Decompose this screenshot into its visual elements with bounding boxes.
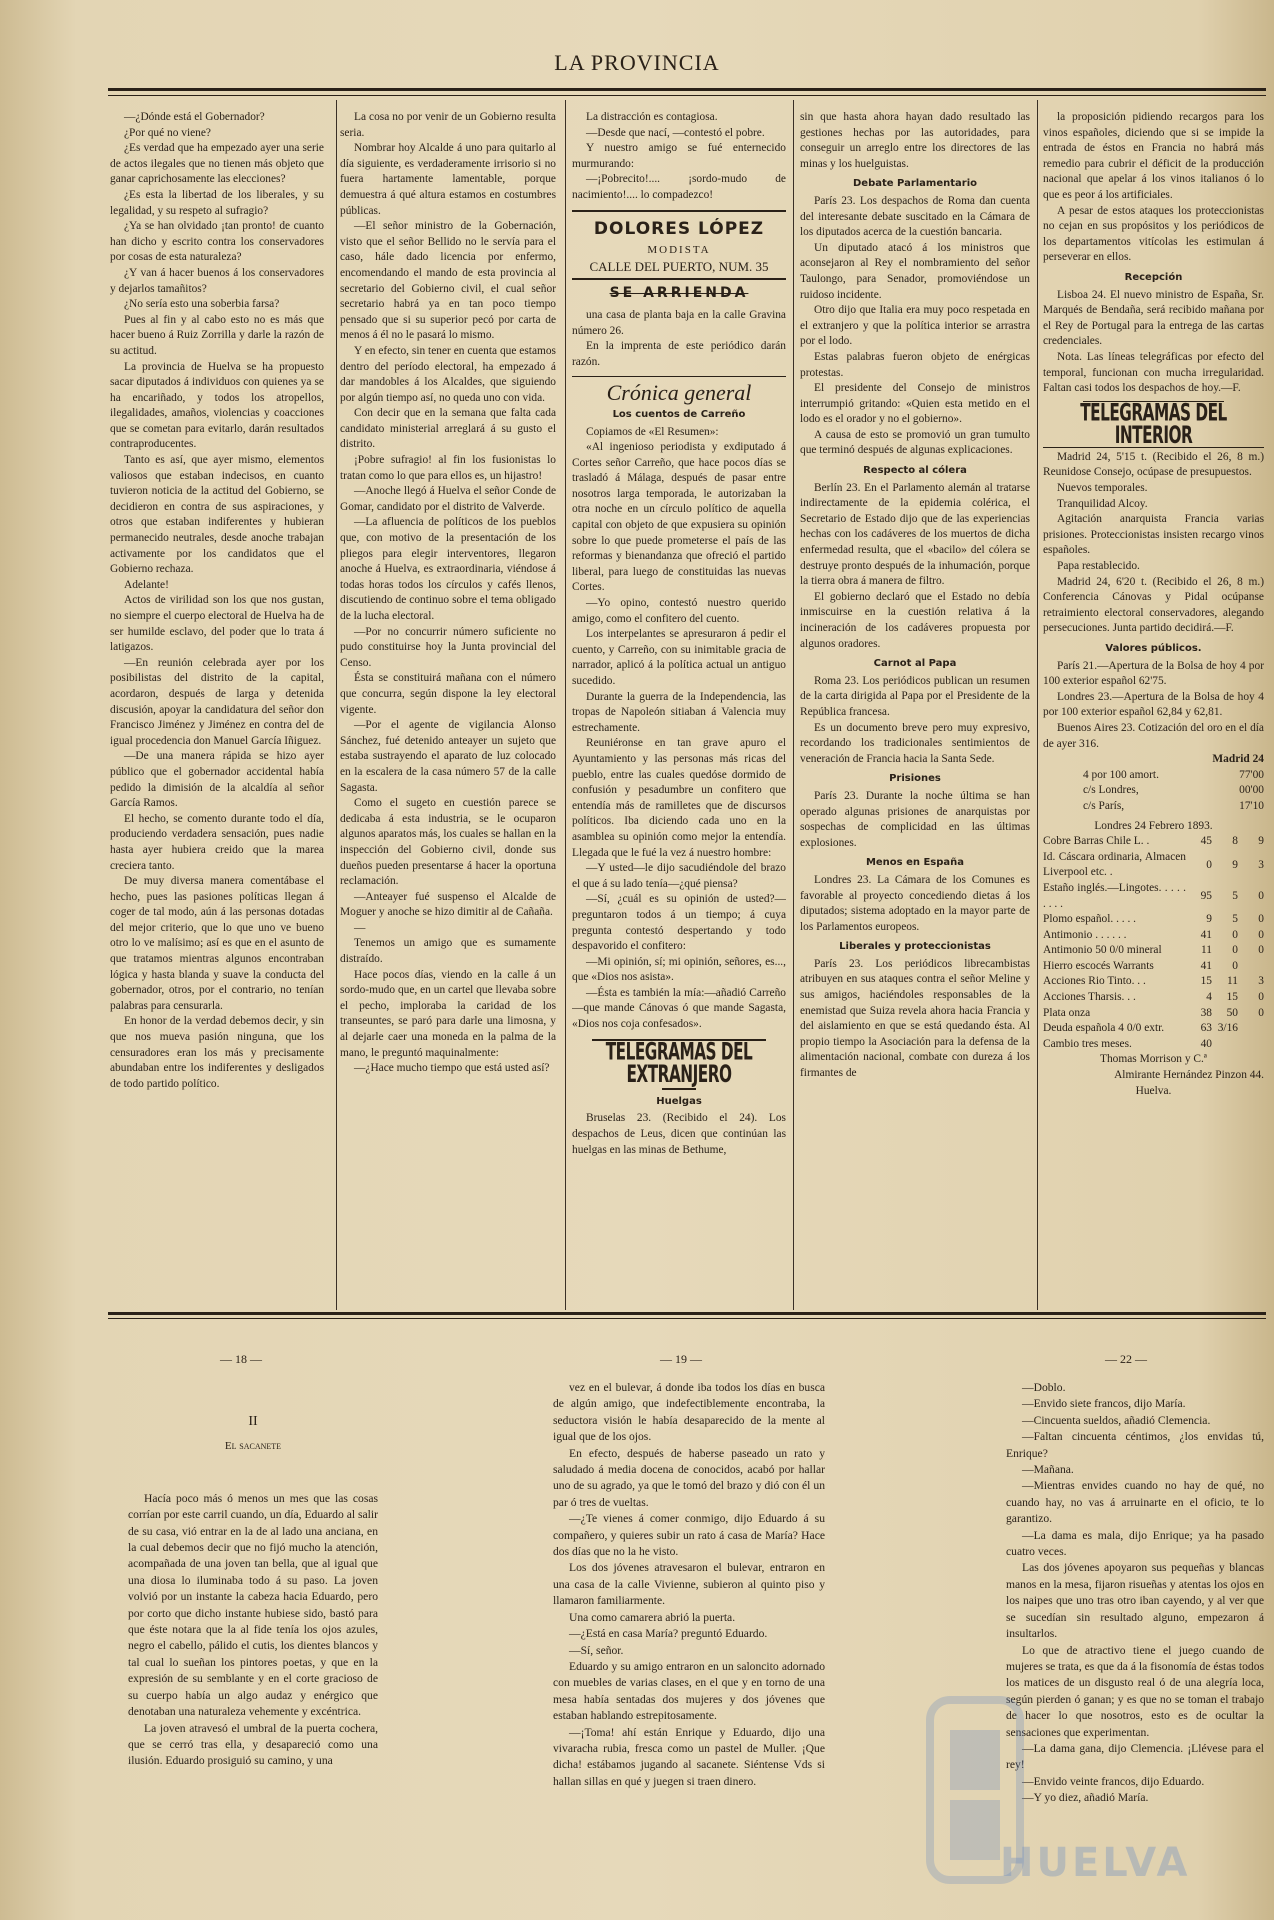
- chapter-number: II: [248, 1414, 258, 1429]
- folletin-paragraph: Las dos jóvenes apoyaron sus pequeñas y blancas manos en la mesa, fijaron risueñas y atentas los ojos en los naipes que uno tras otro iban cayendo, y al ver que se sucedían sin resultado alguno, empezaron á insultarlos.: [1006, 1561, 1264, 1641]
- telegram-paragraph: Tranquilidad Alcoy.: [1057, 497, 1148, 510]
- article-paragraph: Como el sugeto en cuestión parece se dedicaba á esta industria, se le ocuparon algunos aparatos más, los cuales se hallan en la inspección del Gobierno civil, donde sus dueños pueden presentarse á hacer la oportuna reclamación.: [340, 797, 556, 888]
- folletin-paragraph: Hacía poco más ó menos un mes que las cosas corrían por este carril cuando, un día, Eduardo al salir de su casa, vió entrar en la de al lado una anciana, en la cual debemos decir que no fijó mucho la atención, acompañada de una joven tan bella, que al igual que una diosa lo iluminaba todo á su paso. La joven volvió por un instante la cabeza hacia Eduardo, pero por corto que dicho instante hubiese sido, bastó para que éste notara que la al fide tenía los ojos azules, negro el cabello, pálido el cutis, los dientes blancos y tal cual lo sueñan los pintores poetas, y que en la expresión de su semblante y en el corte gracioso de su cuerpo había un algo audaz y enérgico que denotaban una naturaleza vehemente y excéntrica.: [128, 1491, 378, 1719]
- market-value: 15: [1200, 975, 1212, 988]
- cronica-paragraph: —Yo opino, contestó nuestro querido amigo, como el confitero del cuento.: [572, 597, 786, 625]
- folletin-paragraph: —La dama es mala, dijo Enrique; ya ha pasado cuatro veces.: [1006, 1528, 1264, 1559]
- column-1: [110, 110, 324, 1310]
- rent-text-2: En la imprenta de este periódico darán razón.: [572, 340, 786, 368]
- folletin-paragraph: —Envido siete francos, dijo María.: [1022, 1397, 1186, 1411]
- telegram-paragraph: Agitación anarquista Francia varias prisiones. Proteccionistas insisten recargo vinos españoles.: [1043, 513, 1264, 557]
- article-paragraph: —Anteayer fué suspenso el Alcalde de Moguer y anoche se hizo dimitir al de Cañaña.: [340, 890, 556, 919]
- folletin-paragraph: —Faltan cincuenta céntimos, ¿los envidas tú, Enrique?: [1006, 1430, 1264, 1460]
- signature-3: Huelva.: [1135, 1084, 1172, 1097]
- folletin-paragraph: —Mañana.: [1022, 1463, 1074, 1477]
- market-value: 5: [1232, 913, 1238, 926]
- madrid-row-value: 00'00: [1239, 784, 1264, 797]
- article-paragraph: Y nuestro amigo se fué enternecido murmurando:: [572, 142, 786, 170]
- article-paragraph: ¿Y van á hacer buenos á los conservadores y dejarlos tamañitos?: [110, 266, 324, 295]
- market-row: [1043, 834, 1264, 850]
- market-value: 9: [1232, 858, 1238, 871]
- folletin-paragraph: —Cincuenta sueldos, añadió Clemencia.: [1022, 1413, 1211, 1427]
- article-paragraph: —Desde que nací, —contestó el pobre.: [586, 126, 765, 139]
- article-paragraph: ¡Pobre sufragio! al fin los fusionistas lo tratan como lo que para ellos es, un hijastro!: [340, 454, 556, 482]
- article-paragraph: La cosa no por venir de un Gobierno resulta seria.: [340, 111, 556, 139]
- folletin-paragraph: —Y yo diez, añadió María.: [1022, 1791, 1149, 1805]
- folletin-paragraph: Una como camarera abrió la puerta.: [569, 1610, 736, 1624]
- folletin-paragraph: La joven atravesó el umbral de la puerta cochera, que se cerró tras ella, y desapareció como una ilusión. Eduardo prosiguió su camino, y una: [128, 1721, 378, 1768]
- market-label: Deuda española 4 0/0 extr.: [1043, 1022, 1165, 1035]
- folletin-paragraph: Eduardo y su amigo entraron en un saloncito adornado con muebles de varias clases, en el que y en torno de una mesa había sentadas dos mujeres y dos jóvenes que estaban hablando estrepitosamente.: [553, 1659, 825, 1723]
- folletin-paragraph: —Envido veinte francos, dijo Eduardo.: [1022, 1774, 1205, 1788]
- column-5: [1043, 110, 1264, 1310]
- article-paragraph: —¡Pobrecito!.... ¡sordo-mudo de nacimiento!.... lo compadezco!: [572, 173, 786, 201]
- market-label: Cobre Barras Chile L. .: [1043, 835, 1150, 848]
- market-value: [1238, 959, 1264, 975]
- market-row: [1043, 1037, 1264, 1053]
- market-label: Antimonio . . . . . .: [1043, 928, 1127, 941]
- folletin-paragraph: —¿Te vienes á comer conmigo, dijo Eduardo á su compañero, y quieres subir un rato á casa de María? Hace dos días que no la he visto.: [553, 1512, 825, 1559]
- masthead: LA PROVINCIA: [554, 50, 720, 75]
- article-paragraph: —Por el agente de vigilancia Alonso Sánchez, fué detenido anteayer un sujeto que estaba sustrayendo el aparato de luz colocado en la escalera de la casa número 57 de la calle Sagasta.: [340, 719, 556, 794]
- folletin-paragraph: —¿Está en casa María? preguntó Eduardo.: [569, 1627, 768, 1641]
- folletin-paragraph: vez en el bulevar, á donde iba todos los días en busca de algún amigo, que indefectiblemente encontraba, la seductora visión le había desaparecido de la mente al igual que de los ojos.: [553, 1381, 825, 1444]
- market-value: 0: [1258, 889, 1264, 902]
- madrid-table: [1043, 768, 1264, 815]
- article-paragraph: Y en efecto, sin tener en cuenta que estamos dentro del período electoral, ha empezado á dar mandobles á los Alcaldes, que siguiendo por algún tiempo así, no queda uno con vida.: [340, 344, 556, 404]
- market-value: 3: [1258, 858, 1264, 871]
- market-value: 11: [1227, 975, 1238, 988]
- folletin-page-18: [128, 1380, 378, 1770]
- huelgas-text: Bruselas 23. (Recibido el 24). Los despachos de Leus, dicen que continúan las huelgas en las minas de Bethume,: [572, 1112, 786, 1156]
- market-value: 95: [1200, 889, 1212, 902]
- madrid-row: [1043, 783, 1264, 799]
- article-paragraph: —¿Dónde está el Gobernador?: [124, 111, 265, 123]
- madrid-label: Madrid 24: [1212, 753, 1264, 766]
- chapter-title: El sacanete: [224, 1440, 282, 1453]
- article-paragraph: Ésta se constituirá mañana con el número que concurra, según dispone la ley electoral vigente.: [340, 672, 556, 716]
- market-row: [1043, 990, 1264, 1006]
- carnot-heading: Carnot al Papa: [873, 658, 957, 670]
- market-value: 63: [1200, 1022, 1212, 1035]
- market-row: [1043, 959, 1264, 975]
- folletin-paragraph: Lo que de atractivo tiene el juego cuando de mujeres se trata, es que da á la fisonomía de éstas todos los matices de un disgusto real ó de una alegría loca, según pierden ó ganan; y es que no se toman el trabajo de hacer lo que nosotros, esto es de ocultar la sensaciones que experimentan.: [1006, 1643, 1264, 1739]
- market-value: 0: [1258, 944, 1264, 957]
- market-value: 0: [1258, 913, 1264, 926]
- market-value: 40: [1200, 1037, 1212, 1050]
- telegram-paragraph: Berlín 23. En el Parlamento alemán al tratarse indirectamente de la epidemia colérica, el Secretario de Estado dijo que de las experiencias hechas con los cadáveres de los muertos de dicha enfermedad resulta, que el «bacilo» del cólera se destruye pronto después de la inhumación, porque la tierra obra á manera de filtro.: [800, 481, 1030, 588]
- folio-22: — 22 —: [1105, 1352, 1147, 1366]
- column-4: [800, 110, 1030, 1310]
- telegram-paragraph: El presidente del Consejo de ministros interrumpió gritando: «Quien esta metido en el lodo es el orador y no el gobierno».: [800, 382, 1030, 426]
- column-3: [572, 110, 786, 1310]
- madrid-row: [1043, 799, 1264, 815]
- cronica-paragraph: «Al ingenioso periodista y exdiputado á Cortes señor Carreño, que hace pocos días se trasladó á Málaga, después de pasar entre nosotros larga temporada, le autorizaban la otra noche en un círculo político de aquella capital con objeto de que expusiera su opinión sobre lo que puede prometerse el país de las reformas y bienandanza que ofreció el partido liberal, para luego de constituidas las nuevas Cortes.: [572, 441, 786, 594]
- market-row: [1043, 912, 1264, 928]
- cronica-heading: Crónica general: [606, 380, 752, 406]
- telegram-paragraph: El gobierno declaró que el Estado no debía inmiscuirse en la cuestión relativa á la incineración de los cadáveres propuesta por algunos oradores.: [800, 590, 1030, 650]
- market-label: Cambio tres meses.: [1043, 1037, 1132, 1050]
- menos-heading: Menos en España: [865, 857, 965, 869]
- cronica-paragraph: —Ésta es también la mía:—añadió Carreño—que mande Cánovas ó que mande Sagasta, «Dios nos coja confesados».: [572, 986, 786, 1031]
- rent-text: una casa de planta baja en la calle Gravina número 26.: [572, 308, 786, 337]
- colera-heading: Respecto al cólera: [863, 465, 967, 477]
- cronica-paragraph: —Sí, ¿cuál es su opinión de usted?—preguntaron todos á un tiempo; á cuya pregunta contestó despertando y todo despavorido el confitero:: [572, 893, 786, 953]
- article-paragraph: ¿Ya se han olvidado ¡tan pronto! de cuanto han dicho y escrito contra los conservadores por cosas de esta naturaleza?: [110, 220, 324, 264]
- folletin-paragraph: —Sí, señor.: [569, 1643, 624, 1657]
- valores-paragraph: Buenos Aires 23. Cotización del oro en el día de ayer 316.: [1043, 721, 1264, 750]
- article-paragraph: —En reunión celebrada ayer por los posibilistas del distrito de la capital, acordaron, después de larga y detenida discusión, apoyar la candidatura del señor don Francisco Jiménez y Jiménez en contra del de igual procedencia don Manuel García Iñiguez.: [110, 656, 324, 747]
- market-value: 0: [1206, 858, 1212, 871]
- signature-2: Almirante Hernández Pinzon 44.: [1114, 1069, 1264, 1082]
- madrid-row-value: 17'10: [1239, 799, 1264, 812]
- telegram-paragraph: Un diputado atacó á los ministros que aconsejaron al Rey el nombramiento del señor Taulongo, para Senador, promoviéndose un ruidoso incidente.: [800, 241, 1030, 301]
- cronica-paragraph: Copiamos de «El Resumen»:: [586, 425, 719, 438]
- article-paragraph: ¿Por qué no viene?: [124, 126, 211, 139]
- telegram-paragraph: Estas palabras fueron objeto de enérgicas protestas.: [800, 350, 1030, 379]
- madrid-row: [1043, 768, 1264, 784]
- market-value: [1212, 1037, 1238, 1053]
- masthead-rule-thin: [108, 95, 1266, 96]
- market-row: [1043, 928, 1264, 944]
- article-paragraph: La provincia de Huelva se ha propuesto sacar diputados á individuos con quienes ya se ha encariñado, y todos los atropellos, ilegalidades, amaños, violencias y coacciones que se cometan para evitarlo, darán resultados contraproducentes.: [110, 360, 324, 451]
- market-label: Plata onza: [1043, 1006, 1091, 1019]
- telegram-paragraph: París 23. Los despachos de Roma dan cuenta del interesante debate suscitado en la Cámara de los diputados acerca de la cuestión bancaria.: [800, 194, 1030, 239]
- article-paragraph: Tenemos un amigo que es sumamente distraído.: [340, 937, 556, 966]
- cronica-paragraph: Durante la guerra de la Independencia, las tropas de Napoleón sitiaban á Valencia muy estrechamente.: [572, 690, 786, 734]
- telegram-paragraph: Es un documento breve pero muy expresivo, recordando los tradicionales sentimientos de veneración de Francia hacia la Santa Sede.: [800, 721, 1030, 765]
- telegram-paragraph: A pesar de estos ataques los proteccionistas no cejan en sus propósitos y los periódicos de los departamentos vitícolas les estimulan á perseverar en ellos.: [1043, 204, 1264, 264]
- article-paragraph: Hace pocos días, viendo en la calle á un sordo-mudo que, en un cartel que llevaba sobre el pecho, imploraba la caridad de los transeuntes, se paró para darle una limosna, y al dejarle caer una moneda en la palma de la mano, le preguntó maquinalmente:: [340, 968, 556, 1059]
- madrid-row-label: c/s Londres,: [1083, 784, 1139, 797]
- market-row: [1043, 850, 1264, 881]
- prisiones-heading: Prisiones: [889, 773, 941, 785]
- market-value: 0: [1258, 928, 1264, 941]
- column-separator: [336, 100, 337, 1310]
- market-value: 0: [1232, 959, 1238, 972]
- market-value: 3: [1258, 975, 1264, 988]
- market-value: 50: [1226, 1006, 1238, 1019]
- column-separator: [565, 100, 566, 1310]
- market-label: Estaño inglés.—Lingotes. . . . . . . . .: [1043, 881, 1186, 910]
- market-row: [1043, 881, 1264, 912]
- market-row: [1043, 943, 1264, 959]
- market-row: [1043, 974, 1264, 990]
- telegramas-interior-heading: TELEGRAMAS DEL INTERIOR: [1080, 399, 1227, 450]
- telegramas-extranjero-heading: TELEGRAMAS DEL EXTRANJERO: [605, 1038, 753, 1089]
- market-label: Acciones Rio Tinto. . .: [1043, 975, 1146, 988]
- market-value: 38: [1200, 1006, 1212, 1019]
- article-paragraph: —¿Hace mucho tiempo que está usted así?: [354, 1062, 550, 1075]
- valores-paragraph: París 21.—Apertura de la Bolsa de hoy 4 por 100 exterior español 62'75.: [1043, 659, 1264, 688]
- article-paragraph: —La afluencia de políticos de los pueblos que, con motivo de la presentación de los pliegos para elegir interventores, llegaron anoche á Huelva, es extraordinaria, viéndose á todas horas todos los círculos y cafés llenos, discutiendo de continuo sobre el tema obligado de la lucha electoral.: [340, 516, 556, 622]
- valores-heading: Valores públicos.: [1105, 643, 1202, 654]
- prisiones-text: París 23. Durante la noche última se han operado algunas prisiones de anarquistas por sospechas de complicidad en las últimas explosiones.: [800, 789, 1030, 849]
- article-paragraph: Adelante!: [124, 578, 169, 591]
- folletin-paragraph: En efecto, después de haberse paseado un rato y saludado á media docena de conocidos, acabó por hallar uno de su agrado, ya que le tomó del brazo y dió con él un par ó tres de vueltas.: [553, 1446, 825, 1509]
- ad-address: CALLE DEL PUERTO, NUM. 35: [589, 258, 769, 274]
- telegram-paragraph: la proposición pidiendo recargos para los vinos españoles, diciendo que si se impide la entrada de éstos en Francia no habrá más remedio para cubrir el déficit de la producción nacional que apelar á los vinos italianos ó lo que es peor á los artificiales.: [1043, 111, 1264, 201]
- article-paragraph: ¿Es verdad que ha empezado ayer una serie de actos ilegales que no tienen más objeto que ganar caprichosamente las elecciones?: [110, 142, 324, 186]
- madrid-row-label: 4 por 100 amort.: [1083, 768, 1159, 781]
- valores-paragraph: Londres 23.—Apertura de la Bolsa de hoy 4 por 100 exterior español 62,84 y 62,81.: [1043, 690, 1264, 719]
- market-label: Plomo español. . . . .: [1043, 913, 1137, 926]
- telegram-paragraph: Papa restablecido.: [1057, 560, 1140, 573]
- market-value: 9: [1258, 835, 1264, 848]
- market-value: 11: [1201, 944, 1212, 957]
- market-value: 9: [1206, 913, 1212, 926]
- rent-heading: SE ARRIENDA: [609, 285, 749, 302]
- market-value: 0: [1232, 944, 1238, 957]
- cronica-paragraph: Los interpelantes se apresuraron á pedir el cuento, y Carreño, con su inimitable gracia de narrador, aplicó á la política actual un antiguo sucedido.: [572, 628, 786, 687]
- article-paragraph: La distracción es contagiosa.: [586, 111, 718, 123]
- article-paragraph: —El señor ministro de la Gobernación, visto que el señor Bellido no le servía para el caso, hále dado licencia por enfermo, encomendando el mando de esta provincia al secretario del Gobierno civil, el cual señor secretario habrá ya en tan poco tiempo pensado que si su superior pecó por carta de menos á él no le pasará lo mismo.: [340, 220, 556, 342]
- article-paragraph: —De una manera rápida se hizo ayer público que el gobernador accidental había pedido la dimisión de la alcaldía al señor García Ramos.: [110, 750, 324, 810]
- folletin-paragraph: —Mientras envides cuando no hay de qué, no cuando hay, no vas á arruinarte en el oficio, te lo garantizo.: [1006, 1479, 1264, 1526]
- folio-18: — 18 —: [220, 1352, 262, 1366]
- library-stamp-text: HUELVA: [1000, 1840, 1191, 1886]
- ad-name: DOLORES LÓPEZ: [593, 218, 765, 239]
- telegram-paragraph: Lisboa 24. El nuevo ministro de España, Sr. Marqués de Bendaña, será recibido mañana por el Rey de Portugal para la entrega de las cartas credenciales.: [1043, 288, 1264, 348]
- article-paragraph: De muy diversa manera comentábase el hecho, pues las pasiones políticas llegan á coger de tal modo, aún á las personas dotadas del mejor criterio, que lo que uno ve bueno otro lo ve malísimo; así es que en el asunto de que tratamos mientras algunos encontraban lógica y hasta blanda y suave la conducta del gobernador, otros, por el contrario, no tenían palabras para censurarla.: [110, 875, 324, 1012]
- market-value: [1238, 1037, 1264, 1053]
- huelgas-heading: Huelgas: [656, 1095, 702, 1107]
- market-row: [1043, 1006, 1264, 1022]
- col4-top: sin que hasta ahora hayan dado resultado las gestiones hechas por las autoridades, para conseguir un arreglo entre los directores de las minas y los huelguistas.: [800, 111, 1030, 170]
- folletin-paragraph: Los dos jóvenes atravesaron el bulevar, entraron en una casa de la calle Vivienne, subieron al quinto piso y llamaron familiarmente.: [553, 1561, 825, 1608]
- telegram-paragraph: Madrid 24, 5'15 t. (Recibido el 26, 8 m.) Reunidose Consejo, ocúpase de presupuestos.: [1043, 450, 1264, 479]
- article-paragraph: ¿No sería esto una soberbia farsa?: [124, 298, 280, 311]
- cronica-paragraph: —Mi opinión, sí; mi opinión, señores, es..., que «Dios nos asista».: [572, 955, 786, 984]
- article-paragraph: El hecho, se comento durante todo el día, produciendo verdadera sensación, pues nadie hasta ayer hubiera creido que la marea creciera tanto.: [110, 812, 324, 872]
- cronica-paragraph: Reuniéronse en tan grave apuro el Ayuntamiento y las personas más ricas del pueblo, entre las cuales quedóse dormido de confusión y pesadumbre un confitero que entendía más de ramilletes que de discursos políticos. Iba diciendo cada uno en la asamblea su opinión como mejor la entendía. Llegada que le fué la vez á nuestro hombre:: [572, 737, 786, 859]
- folletin-paragraph: —¡Toma! ahí están Enrique y Eduardo, dijo una vivaracha rubia, fresca como un pastel de Muller. ¡Que dicha! estábamos jugando al sacanete. Siéntense Vds si hallan sillas en qué y juegen si traen dinero.: [553, 1725, 825, 1788]
- article-paragraph: Con decir que en la semana que falta cada candidato ministerial arreglará á su gusto el distrito.: [340, 407, 556, 451]
- article-paragraph: Tanto es así, que ayer mismo, elementos valiosos que estaban indecisos, en cuanto tuvieron noticia de la actitud del Gobierno, se decidieron en contra de sus aspiraciones, y otros que estaban indiferentes y hubieran permanecido neutrales, desde anoche trabajan activamente por los candidatos que el Gobierno rechaza.: [110, 454, 324, 576]
- column-separator: [793, 100, 794, 1310]
- market-value: 0: [1258, 991, 1264, 1004]
- cronica-subheading: Los cuentos de Carreño: [612, 408, 746, 420]
- market-label: Antimonio 50 0/0 mineral: [1043, 944, 1162, 957]
- market-value: 15: [1226, 991, 1238, 1004]
- madrid-row-value: 77'00: [1239, 768, 1264, 781]
- article-paragraph: Nombrar hoy Alcalde á uno para quitarlo al día siguiente, es verdaderamente irrisorio si no fuera hartamente lamentable, porque demuestra á qué altura estamos en costumbres públicas.: [340, 142, 556, 217]
- market-label: Hierro escocés Warrants: [1043, 959, 1154, 972]
- article-paragraph: ¿Es esta la libertad de los liberales, y su legalidad, y su respeto al sufragio?: [110, 188, 324, 217]
- article-paragraph: En honor de la verdad debemos decir, y sin que nos mueva pasión ninguna, que los censuradores eran los más y precisamente abundaban entre los indiferentes y desligados de todo partido político.: [110, 1015, 324, 1090]
- market-table: [1043, 834, 1264, 1052]
- londres-date: Londres 24 Febrero 1893.: [1094, 819, 1213, 832]
- menos-text: Londres 23. La Cámara de los Comunes es favorable al proyecto concediendo dietas á los diputados; sistema adoptado en la mayor parte de los Parlamentos europeos.: [800, 873, 1030, 933]
- market-value: 3/16: [1217, 1022, 1238, 1035]
- telegram-paragraph: A causa de esto se promovió un gran tumulto que terminó después de algunas explicaciones.: [800, 428, 1030, 457]
- folletin-rule-thin: [108, 1318, 1266, 1319]
- telegram-paragraph: Nota. Las líneas telegráficas por efecto del temporal, funcionan con mucha irregularidad. Faltan casi todos los despachos de hoy.—F.: [1043, 350, 1264, 395]
- folletin-page-19: [553, 1380, 825, 1790]
- folletin-rule: [108, 1312, 1266, 1315]
- article-paragraph: —Anoche llegó á Huelva el señor Conde de Gomar, candidato por el distrito de Valverde.: [340, 485, 556, 513]
- market-row: [1043, 1021, 1264, 1037]
- telegram-paragraph: Roma 23. Los periódicos publican un resumen de la carta dirigida al Papa por el Presidente de la República francesa.: [800, 674, 1030, 718]
- article-paragraph: —: [354, 921, 366, 934]
- telegram-paragraph: Otro dijo que Italia era muy poco respetada en el extranjero y que la política interior se arrastra por el lodo.: [800, 304, 1030, 348]
- modista-advertisement: [572, 210, 786, 281]
- article-paragraph: Pues al fin y al cabo esto no es más que hacer bueno á Ruiz Zorrilla y darle la razón de su actitud.: [110, 313, 324, 357]
- market-value: 41: [1200, 959, 1212, 972]
- signature-1: Thomas Morrison y C.ª: [1100, 1053, 1207, 1066]
- folio-19: — 19 —: [660, 1352, 702, 1366]
- folletin-paragraph: —La dama gana, dijo Clemencia. ¡Llévese para el rey!: [1006, 1741, 1264, 1772]
- liberales-heading: Liberales y proteccionistas: [839, 941, 991, 953]
- ad-trade: MODISTA: [647, 244, 711, 257]
- market-value: 5: [1232, 889, 1238, 902]
- market-value: 45: [1200, 835, 1212, 848]
- recepcion-heading: Recepción: [1124, 271, 1183, 283]
- market-value: [1238, 1021, 1264, 1037]
- market-label: Acciones Tharsis. . .: [1043, 991, 1136, 1004]
- madrid-row-label: c/s París,: [1083, 799, 1125, 812]
- article-paragraph: Actos de virilidad son los que nos gustan, no siempre el cuerpo electoral de Huelva ha de ser humilde esclavo, del poder que lo trata á latigazos.: [110, 594, 324, 654]
- market-value: 0: [1232, 928, 1238, 941]
- market-value: 41: [1200, 928, 1212, 941]
- column-2: [340, 110, 556, 1310]
- telegram-paragraph: Madrid 24, 6'20 t. (Recibido el 26, 8 m.) Conferencia Cánovas y Pidal ocúpanse retraimiento electoral conservadores, alegando persecuciones. Junta partido decidirá.—F.: [1043, 575, 1264, 635]
- debate-heading: Debate Parlamentario: [852, 178, 978, 190]
- column-separator: [1037, 100, 1038, 1310]
- masthead-rule: [108, 88, 1266, 91]
- article-paragraph: —Por no concurrir número suficiente no pudo constituirse hoy la Junta provincial del Censo.: [340, 625, 556, 669]
- liberales-text: París 23. Los periódicos librecambistas atribuyen en sus ataques contra el señor Meline y sus amigos, haciéndoles responsables de la enemistad que Suiza revela ahora hacia Francia y del aislamiento en que se está quedando ésta. Al propio tiempo la Asociación para la defensa de la alimentación nacional, combate con dureza á los firmantes de: [800, 957, 1030, 1080]
- market-value: 4: [1206, 991, 1212, 1004]
- market-value: 0: [1258, 1006, 1264, 1019]
- market-value: 8: [1232, 835, 1238, 848]
- market-label: Id. Cáscara ordinaria, Almacen Liverpool etc. .: [1043, 850, 1186, 879]
- cronica-paragraph: —Y usted—le dijo sacudiéndole del brazo el que á su lado tenía—¿qué piensa?: [572, 862, 786, 890]
- telegram-paragraph: Nuevos temporales.: [1057, 482, 1148, 495]
- folletin-paragraph: —Doblo.: [1022, 1381, 1066, 1394]
